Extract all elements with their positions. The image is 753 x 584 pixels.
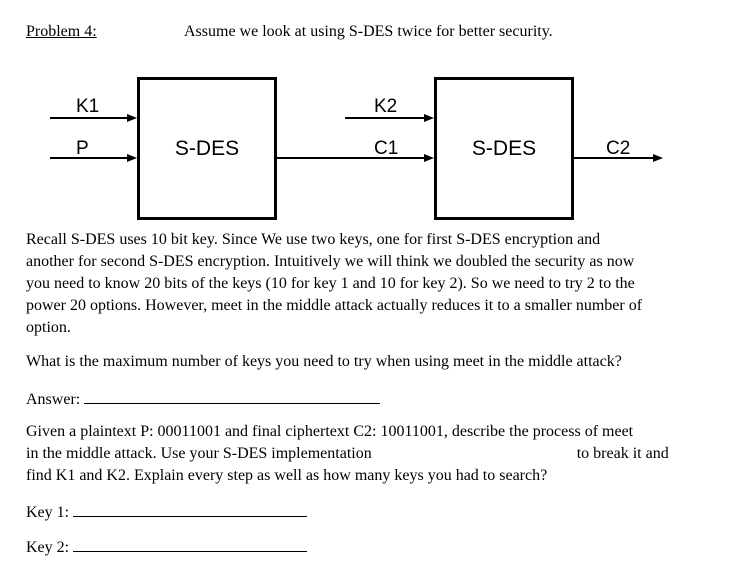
given-line-2-part-2: to break it and bbox=[576, 445, 669, 462]
key1-blank[interactable] bbox=[73, 499, 307, 517]
p-label: P bbox=[76, 138, 89, 159]
recall-line: Recall S-DES uses 10 bit key. Since We use two keys, one for first S-DES encryption and bbox=[26, 231, 601, 248]
k1-arrowhead bbox=[127, 114, 137, 122]
c1-arrowhead bbox=[424, 154, 434, 162]
k2-label: K2 bbox=[374, 96, 398, 117]
recall-paragraph bbox=[26, 229, 726, 339]
given-line-2 bbox=[26, 443, 726, 465]
question-text: What is the maximum number of keys you need to try when using meet in the middle attack? bbox=[26, 353, 622, 370]
p-arrowhead bbox=[127, 154, 137, 162]
recall-line: power 20 options. However, meet in the middle attack actually reduces it to a smaller number of bbox=[26, 297, 643, 314]
recall-line: another for second S-DES encryption. Intuitively we will think we doubled the security as now bbox=[26, 253, 635, 270]
given-line-1: Given a plaintext P: 00011001 and final ciphertext C2: 10011001, describe the process of meet bbox=[26, 423, 634, 440]
given-line-2-part-1: in the middle attack. Use your S-DES implementation bbox=[26, 445, 372, 462]
key2-blank[interactable] bbox=[73, 534, 307, 552]
c1-label: C1 bbox=[374, 138, 399, 159]
k1-label: K1 bbox=[76, 96, 100, 117]
answer-row bbox=[26, 386, 726, 411]
answer-blank[interactable] bbox=[84, 386, 380, 404]
key1-label: Key 1: bbox=[26, 504, 70, 521]
recall-line: option. bbox=[26, 319, 71, 336]
k2-arrowhead bbox=[424, 114, 434, 122]
answer-label: Answer: bbox=[26, 391, 81, 408]
recall-line: you need to know 20 bits of the keys (10 for key 1 and 10 for key 2). So we need to try 2 to the bbox=[26, 275, 635, 292]
c2-arrowhead bbox=[653, 154, 663, 162]
sdes-box-2 bbox=[434, 77, 574, 220]
problem-intro: Assume we look at using S-DES twice for better security. bbox=[184, 23, 553, 40]
given-line-3: find K1 and K2. Explain every step as well as how many keys you had to search? bbox=[26, 467, 548, 484]
key1-row bbox=[26, 499, 726, 524]
key2-label: Key 2: bbox=[26, 539, 70, 556]
sdes-box-1-label: S-DES bbox=[174, 136, 240, 160]
given-paragraph bbox=[26, 421, 726, 487]
key2-row bbox=[26, 534, 726, 559]
sdes-box-2-label: S-DES bbox=[471, 136, 537, 160]
sdes-box-1 bbox=[137, 77, 277, 220]
problem-label: Problem 4: bbox=[26, 23, 97, 40]
c2-label: C2 bbox=[606, 138, 631, 159]
